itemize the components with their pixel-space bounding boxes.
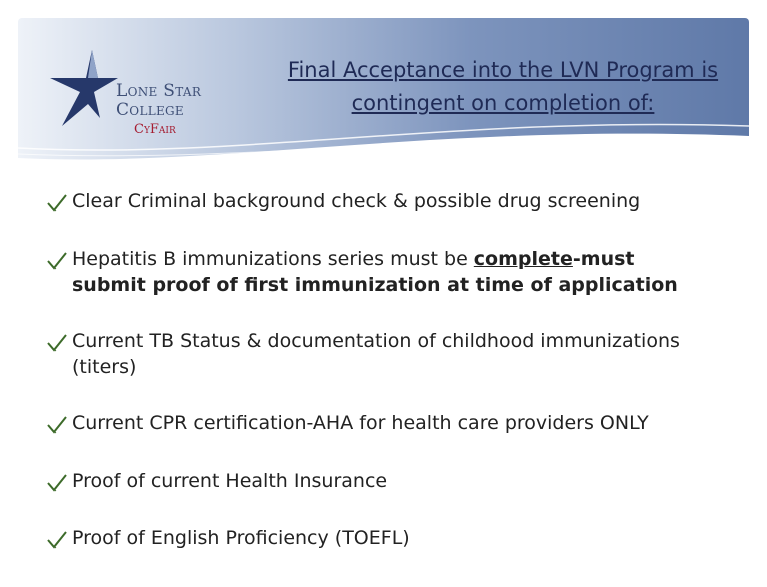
list-item-text-line2: (titers) xyxy=(72,356,137,378)
emphasis-complete: complete xyxy=(473,248,573,270)
page-title xyxy=(238,54,749,120)
checkmark-bullet-icon xyxy=(46,193,68,213)
title-line-2: contingent on completion of: xyxy=(351,91,655,115)
list-item xyxy=(46,468,387,494)
list-item xyxy=(46,246,678,298)
list-item-text-bold: -must xyxy=(572,248,635,270)
list-item-text: Current CPR certification-AHA for health care providers ONLY xyxy=(72,412,649,434)
list-item-text: Clear Criminal background check & possible drug screening xyxy=(72,190,641,212)
checkmark-bullet-icon xyxy=(46,530,68,550)
logo-text-cyfair: CyFair xyxy=(134,122,176,137)
list-item-text: Proof of English Proficiency (TOEFL) xyxy=(72,527,410,549)
college-logo xyxy=(48,48,228,148)
list-item-text: Hepatitis B immunizations series must be xyxy=(72,248,474,270)
logo-text-lone-star: Lone Star xyxy=(116,81,202,101)
list-item xyxy=(46,525,410,551)
list-item-text: Current TB Status & documentation of childhood immunizations xyxy=(72,330,680,352)
checkmark-bullet-icon xyxy=(46,415,68,435)
list-item xyxy=(46,328,680,380)
title-line-1: Final Acceptance into the LVN Program is xyxy=(287,58,719,82)
list-item xyxy=(46,410,649,436)
checkmark-bullet-icon xyxy=(46,473,68,493)
logo-text-college: College xyxy=(116,100,184,120)
list-item-text-line2: submit proof of first immunization at time of application xyxy=(72,274,678,296)
checkmark-bullet-icon xyxy=(46,333,68,353)
list-item-text: Proof of current Health Insurance xyxy=(72,470,388,492)
slide-header xyxy=(18,18,749,170)
list-item xyxy=(46,188,640,214)
checkmark-bullet-icon xyxy=(46,251,68,271)
